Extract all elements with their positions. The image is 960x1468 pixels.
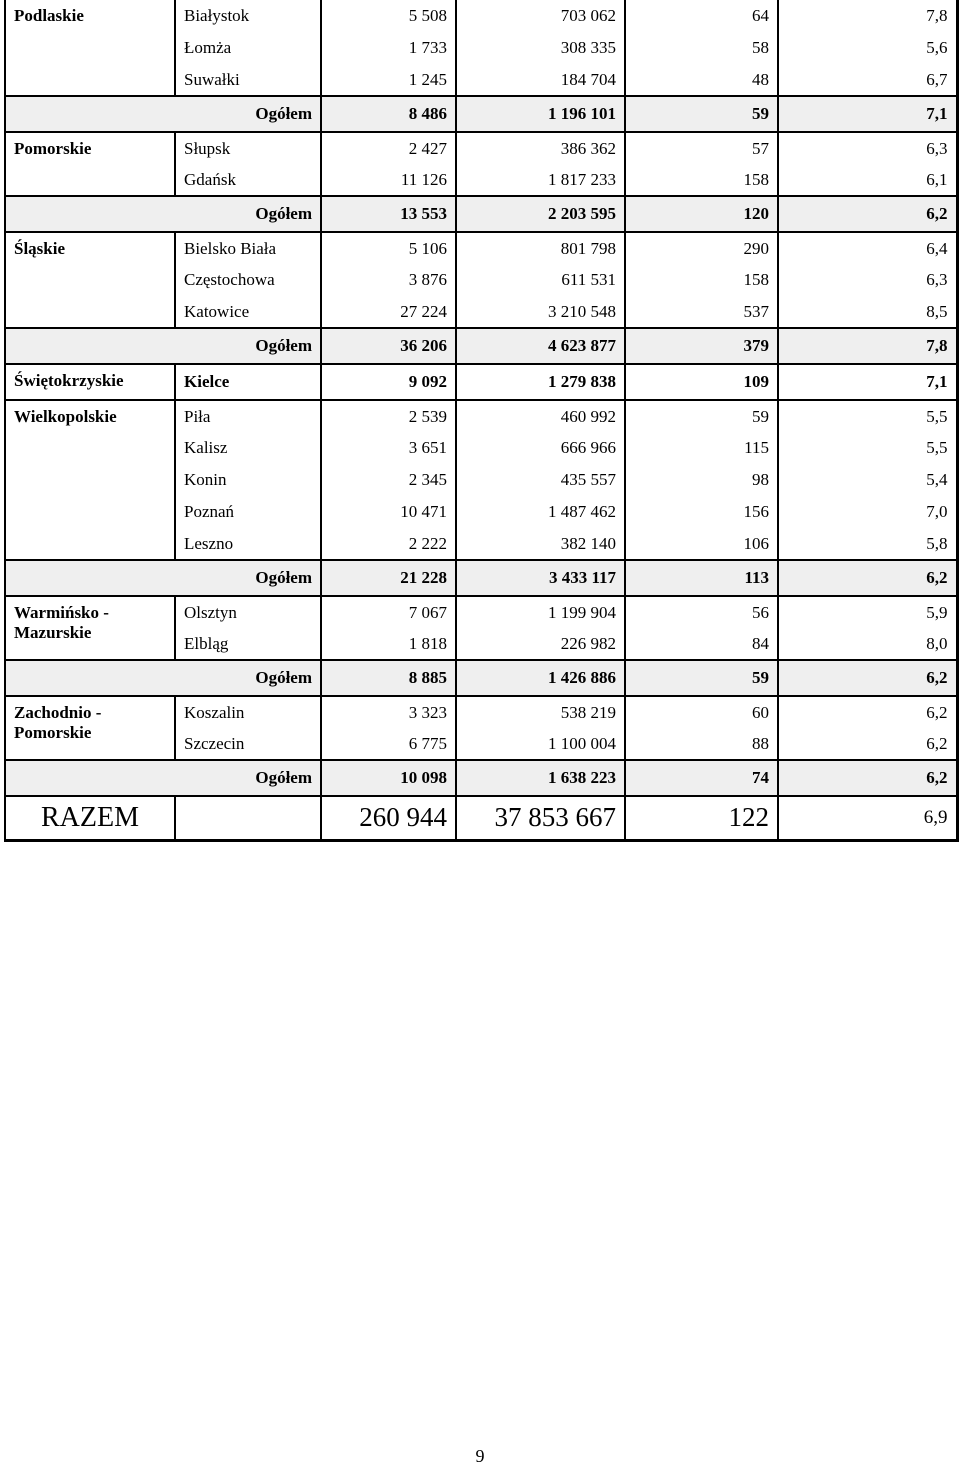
city-name: Olsztyn [175, 596, 321, 628]
region-name: Śląskie [5, 232, 175, 328]
region-name: Świętokrzyskie [5, 364, 175, 400]
value-cell: 6,2 [778, 696, 957, 728]
value-cell: 3 210 548 [456, 296, 625, 328]
city-name: Konin [175, 464, 321, 496]
value-cell: 59 [625, 400, 778, 432]
value-cell: 156 [625, 496, 778, 528]
table-row [5, 596, 957, 628]
value-cell: 611 531 [456, 264, 625, 296]
subtotal-value: 1 638 223 [456, 760, 625, 796]
value-cell: 6,2 [778, 728, 957, 760]
value-cell: 2 427 [321, 132, 456, 164]
city-name: Kielce [175, 364, 321, 400]
subtotal-row [5, 660, 957, 696]
city-name: Łomża [175, 32, 321, 64]
value-cell: 106 [625, 528, 778, 560]
value-cell: 158 [625, 164, 778, 196]
value-cell: 158 [625, 264, 778, 296]
table-row [5, 0, 957, 32]
subtotal-value: 74 [625, 760, 778, 796]
value-cell: 8,5 [778, 296, 957, 328]
grand-total-value: 37 853 667 [456, 796, 625, 840]
city-name: Białystok [175, 0, 321, 32]
value-cell: 98 [625, 464, 778, 496]
table-row [5, 364, 957, 400]
subtotal-row [5, 328, 957, 364]
table-row [5, 696, 957, 728]
value-cell: 290 [625, 232, 778, 264]
value-cell: 2 345 [321, 464, 456, 496]
grand-total-value: 122 [625, 796, 778, 840]
subtotal-value: 21 228 [321, 560, 456, 596]
value-cell: 538 219 [456, 696, 625, 728]
subtotal-row [5, 196, 957, 232]
value-cell: 460 992 [456, 400, 625, 432]
value-cell: 6,4 [778, 232, 957, 264]
city-name: Suwałki [175, 64, 321, 96]
subtotal-row [5, 96, 957, 132]
value-cell: 60 [625, 696, 778, 728]
city-name: Piła [175, 400, 321, 432]
city-name: Kalisz [175, 432, 321, 464]
subtotal-label: Ogółem [5, 560, 321, 596]
value-cell: 6,1 [778, 164, 957, 196]
value-cell: 5 106 [321, 232, 456, 264]
value-cell: 48 [625, 64, 778, 96]
value-cell: 666 966 [456, 432, 625, 464]
subtotal-value: 3 433 117 [456, 560, 625, 596]
value-cell: 5,8 [778, 528, 957, 560]
subtotal-value: 1 426 886 [456, 660, 625, 696]
region-name: Zachodnio -Pomorskie [5, 696, 175, 760]
city-name: Leszno [175, 528, 321, 560]
value-cell: 1 279 838 [456, 364, 625, 400]
subtotal-row [5, 560, 957, 596]
value-cell: 5 508 [321, 0, 456, 32]
value-cell: 7,0 [778, 496, 957, 528]
value-cell: 58 [625, 32, 778, 64]
value-cell: 57 [625, 132, 778, 164]
subtotal-value: 13 553 [321, 196, 456, 232]
region-name: Warmińsko -Mazurskie [5, 596, 175, 660]
subtotal-value: 59 [625, 660, 778, 696]
value-cell: 11 126 [321, 164, 456, 196]
value-cell: 1 817 233 [456, 164, 625, 196]
subtotal-value: 7,1 [778, 96, 957, 132]
subtotal-value: 7,8 [778, 328, 957, 364]
subtotal-value: 6,2 [778, 196, 957, 232]
value-cell: 27 224 [321, 296, 456, 328]
subtotal-value: 1 196 101 [456, 96, 625, 132]
value-cell: 435 557 [456, 464, 625, 496]
statistics-table [4, 0, 959, 842]
value-cell: 226 982 [456, 628, 625, 660]
value-cell: 308 335 [456, 32, 625, 64]
subtotal-label: Ogółem [5, 96, 321, 132]
city-name: Elbląg [175, 628, 321, 660]
value-cell: 184 704 [456, 64, 625, 96]
value-cell: 64 [625, 0, 778, 32]
subtotal-value: 6,2 [778, 660, 957, 696]
region-name: Podlaskie [5, 0, 175, 96]
value-cell: 386 362 [456, 132, 625, 164]
value-cell: 1 100 004 [456, 728, 625, 760]
value-cell: 84 [625, 628, 778, 660]
value-cell: 7,8 [778, 0, 957, 32]
city-name: Słupsk [175, 132, 321, 164]
value-cell: 1 487 462 [456, 496, 625, 528]
value-cell: 1 733 [321, 32, 456, 64]
value-cell: 3 876 [321, 264, 456, 296]
value-cell: 6,7 [778, 64, 957, 96]
value-cell: 5,6 [778, 32, 957, 64]
region-name: Wielkopolskie [5, 400, 175, 560]
subtotal-value: 10 098 [321, 760, 456, 796]
value-cell: 1 245 [321, 64, 456, 96]
subtotal-value: 379 [625, 328, 778, 364]
value-cell: 3 651 [321, 432, 456, 464]
value-cell: 3 323 [321, 696, 456, 728]
subtotal-value: 8 486 [321, 96, 456, 132]
value-cell: 5,5 [778, 432, 957, 464]
value-cell: 1 818 [321, 628, 456, 660]
subtotal-value: 6,2 [778, 760, 957, 796]
value-cell: 88 [625, 728, 778, 760]
subtotal-value: 120 [625, 196, 778, 232]
city-name: Bielsko Biała [175, 232, 321, 264]
value-cell: 703 062 [456, 0, 625, 32]
subtotal-value: 4 623 877 [456, 328, 625, 364]
subtotal-label: Ogółem [5, 196, 321, 232]
subtotal-value: 8 885 [321, 660, 456, 696]
value-cell: 7,1 [778, 364, 957, 400]
value-cell: 801 798 [456, 232, 625, 264]
value-cell: 1 199 904 [456, 596, 625, 628]
value-cell: 6,3 [778, 132, 957, 164]
subtotal-value: 113 [625, 560, 778, 596]
value-cell: 2 222 [321, 528, 456, 560]
table-row [5, 232, 957, 264]
value-cell: 7 067 [321, 596, 456, 628]
subtotal-row [5, 760, 957, 796]
page-number: 9 [475, 1446, 485, 1466]
city-name: Koszalin [175, 696, 321, 728]
value-cell: 537 [625, 296, 778, 328]
value-cell: 56 [625, 596, 778, 628]
grand-total-value: 260 944 [321, 796, 456, 840]
value-cell: 8,0 [778, 628, 957, 660]
subtotal-label: Ogółem [5, 660, 321, 696]
value-cell: 115 [625, 432, 778, 464]
city-name: Gdańsk [175, 164, 321, 196]
subtotal-value: 2 203 595 [456, 196, 625, 232]
subtotal-label: Ogółem [5, 760, 321, 796]
subtotal-value: 36 206 [321, 328, 456, 364]
value-cell: 2 539 [321, 400, 456, 432]
value-cell: 5,9 [778, 596, 957, 628]
subtotal-value: 6,2 [778, 560, 957, 596]
value-cell: 5,5 [778, 400, 957, 432]
table-row [5, 400, 957, 432]
value-cell: 109 [625, 364, 778, 400]
city-name: Katowice [175, 296, 321, 328]
value-cell: 9 092 [321, 364, 456, 400]
value-cell: 10 471 [321, 496, 456, 528]
grand-total-value: 6,9 [778, 796, 957, 840]
value-cell: 6 775 [321, 728, 456, 760]
subtotal-value: 59 [625, 96, 778, 132]
city-name: Szczecin [175, 728, 321, 760]
grand-total-label: RAZEM [5, 796, 175, 840]
subtotal-label: Ogółem [5, 328, 321, 364]
city-name: Poznań [175, 496, 321, 528]
region-name: Pomorskie [5, 132, 175, 196]
city-name: Częstochowa [175, 264, 321, 296]
value-cell: 382 140 [456, 528, 625, 560]
grand-total-row [5, 796, 957, 840]
empty-cell [175, 796, 321, 840]
table-row [5, 132, 957, 164]
value-cell: 5,4 [778, 464, 957, 496]
value-cell: 6,3 [778, 264, 957, 296]
